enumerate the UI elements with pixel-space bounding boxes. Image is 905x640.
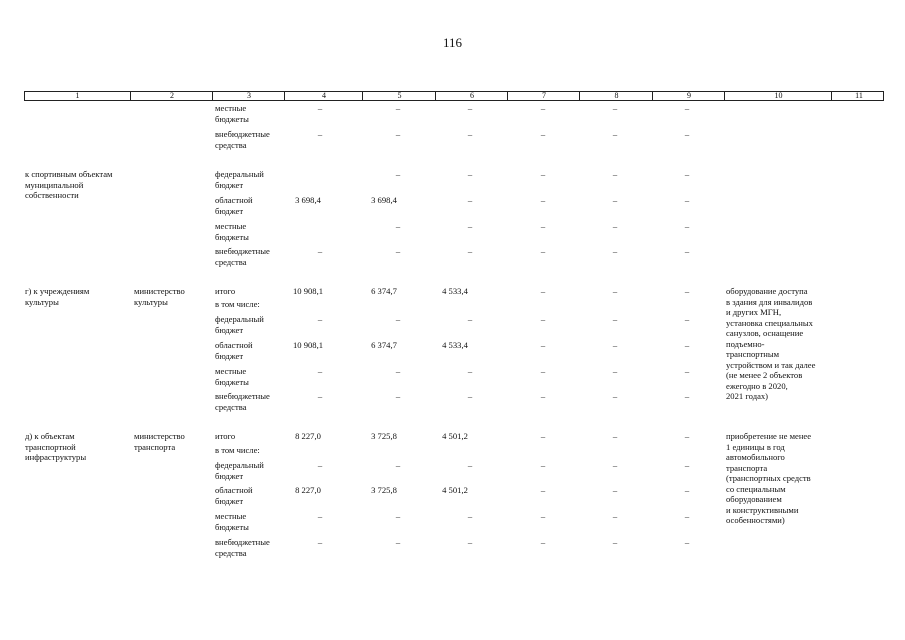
dash-cell: –	[540, 391, 546, 401]
header-col-7: 7	[507, 92, 580, 100]
dash-cell: –	[540, 340, 546, 350]
dash-cell: –	[684, 431, 690, 441]
row-label: областной	[215, 195, 253, 205]
header-col-5: 5	[362, 92, 436, 100]
row-label: местные	[215, 221, 247, 231]
note-text: (не менее 2 объектов	[726, 370, 803, 380]
value-cell: 3 725,8	[371, 431, 397, 441]
dash-cell: –	[684, 485, 690, 495]
section-title: г) к учреждениям	[25, 286, 90, 296]
note-text: оборудованием	[726, 494, 782, 504]
header-col-2: 2	[130, 92, 213, 100]
dash-cell: –	[395, 221, 401, 231]
section-title: культуры	[25, 296, 59, 307]
dash-cell: –	[612, 103, 618, 113]
row-label: бюджет	[215, 350, 244, 361]
ministry-name: транспорта	[134, 441, 176, 452]
dash-cell: –	[395, 537, 401, 547]
dash-cell: –	[612, 460, 618, 470]
dash-cell: –	[317, 511, 323, 521]
note-text: санузлов, оснащение	[726, 328, 804, 338]
dash-cell: –	[467, 169, 473, 179]
page-number: 116	[442, 35, 463, 50]
row-label: областной	[215, 485, 253, 495]
dash-cell: –	[467, 129, 473, 139]
dash-cell: –	[467, 460, 473, 470]
dash-cell: –	[395, 391, 401, 401]
dash-cell: –	[540, 129, 546, 139]
dash-cell: –	[612, 537, 618, 547]
row-label: бюджеты	[215, 113, 249, 124]
dash-cell: –	[684, 129, 690, 139]
dash-cell: –	[317, 391, 323, 401]
row-label: средства	[215, 401, 247, 412]
note-text: приобретение не менее	[726, 431, 812, 441]
dash-cell: –	[467, 314, 473, 324]
dash-cell: –	[540, 246, 546, 256]
value-cell: 3 725,8	[371, 485, 397, 495]
section-title: транспортной	[25, 441, 76, 452]
dash-cell: –	[684, 103, 690, 113]
row-label: федеральный	[215, 460, 264, 470]
dash-cell: –	[395, 103, 401, 113]
dash-cell: –	[612, 221, 618, 231]
dash-cell: –	[612, 246, 618, 256]
header-col-4: 4	[284, 92, 363, 100]
dash-cell: –	[540, 366, 546, 376]
dash-cell: –	[395, 129, 401, 139]
dash-cell: –	[467, 103, 473, 113]
dash-cell: –	[540, 221, 546, 231]
row-label: федеральный	[215, 314, 264, 324]
dash-cell: –	[317, 460, 323, 470]
ministry-name: культуры	[134, 296, 168, 307]
row-label: итого	[215, 431, 236, 441]
row-label: бюджеты	[215, 376, 249, 387]
note-text: (транспортных средств	[726, 473, 811, 483]
dash-cell: –	[612, 485, 618, 495]
dash-cell: –	[540, 537, 546, 547]
dash-cell: –	[467, 221, 473, 231]
note-text: 2021 годах)	[726, 391, 769, 401]
row-label: в том числе:	[215, 299, 260, 309]
dash-cell: –	[612, 286, 618, 296]
value-cell: 3 698,4	[295, 195, 321, 205]
section-title: собственности	[25, 190, 79, 200]
note-text: и других МГН,	[726, 307, 782, 317]
dash-cell: –	[684, 221, 690, 231]
note-text: транспорта	[726, 462, 768, 473]
note-text: устройством и так далее	[726, 359, 816, 370]
row-label: внебюджетные	[215, 391, 270, 401]
dash-cell: –	[395, 366, 401, 376]
dash-cell: –	[612, 195, 618, 205]
dash-cell: –	[395, 169, 401, 179]
value-cell: 4 533,4	[442, 286, 468, 296]
dash-cell: –	[317, 537, 323, 547]
row-label: бюджет	[215, 205, 244, 216]
row-label: бюджеты	[215, 231, 249, 242]
row-label: бюджет	[215, 179, 244, 190]
header-col-8: 8	[579, 92, 653, 100]
dash-cell: –	[540, 485, 546, 495]
note-text: со специальным	[726, 483, 786, 494]
dash-cell: –	[467, 195, 473, 205]
row-label: местные	[215, 103, 247, 113]
note-text: 1 единицы в год	[726, 441, 785, 452]
dash-cell: –	[612, 391, 618, 401]
dash-cell: –	[540, 195, 546, 205]
note-text: автомобильного	[726, 452, 785, 462]
row-label: областной	[215, 340, 253, 350]
value-cell: 10 908,1	[292, 286, 324, 296]
dash-cell: –	[684, 366, 690, 376]
dash-cell: –	[612, 340, 618, 350]
dash-cell: –	[612, 129, 618, 139]
header-col-11: 11	[831, 92, 886, 100]
dash-cell: –	[395, 246, 401, 256]
note-text: и конструктивными	[726, 504, 799, 515]
value-cell: 3 698,4	[371, 195, 397, 205]
dash-cell: –	[684, 314, 690, 324]
section-title: к спортивным объектам	[25, 169, 113, 179]
note-text: особенностями)	[726, 515, 785, 525]
row-label: местные	[215, 366, 247, 376]
dash-cell: –	[684, 391, 690, 401]
dash-cell: –	[467, 246, 473, 256]
dash-cell: –	[684, 195, 690, 205]
dash-cell: –	[467, 511, 473, 521]
note-text: подъемно-	[726, 338, 765, 349]
dash-cell: –	[395, 314, 401, 324]
dash-cell: –	[317, 129, 323, 139]
header-col-9: 9	[652, 92, 725, 100]
dash-cell: –	[612, 511, 618, 521]
ministry-name: министерство	[134, 286, 185, 296]
value-cell: 6 374,7	[371, 286, 397, 296]
dash-cell: –	[540, 314, 546, 324]
dash-cell: –	[684, 460, 690, 470]
dash-cell: –	[317, 314, 323, 324]
dash-cell: –	[395, 511, 401, 521]
dash-cell: –	[612, 366, 618, 376]
dash-cell: –	[467, 366, 473, 376]
header-col-1: 1	[75, 91, 80, 100]
dash-cell: –	[540, 460, 546, 470]
note-text: установка специальных	[726, 317, 813, 328]
value-cell: 4 501,2	[442, 431, 468, 441]
ministry-name: министерство	[134, 431, 185, 441]
section-title: инфраструктуры	[25, 452, 87, 462]
dash-cell: –	[684, 286, 690, 296]
dash-cell: –	[684, 537, 690, 547]
section-title: муниципальной	[25, 179, 84, 190]
table-header-row	[24, 91, 884, 101]
dash-cell: –	[684, 340, 690, 350]
row-label: внебюджетные	[215, 246, 270, 256]
dash-cell: –	[467, 537, 473, 547]
dash-cell: –	[540, 103, 546, 113]
value-cell: 4 533,4	[442, 340, 468, 350]
note-text: транспортным	[726, 349, 780, 359]
row-label: итого	[215, 286, 236, 296]
dash-cell: –	[467, 391, 473, 401]
section-title: д) к объектам	[25, 431, 75, 441]
dash-cell: –	[684, 246, 690, 256]
value-cell: 10 908,1	[292, 340, 324, 350]
row-label: средства	[215, 139, 247, 150]
value-cell: 6 374,7	[371, 340, 397, 350]
dash-cell: –	[684, 169, 690, 179]
dash-cell: –	[540, 169, 546, 179]
dash-cell: –	[612, 314, 618, 324]
row-label: средства	[215, 256, 247, 267]
row-label: бюджет	[215, 324, 244, 335]
dash-cell: –	[684, 511, 690, 521]
header-col-10: 10	[724, 92, 832, 100]
note-text: ежегодно в 2020,	[726, 380, 788, 391]
dash-cell: –	[540, 286, 546, 296]
value-cell: 8 227,0	[295, 431, 321, 441]
row-label: средства	[215, 547, 247, 558]
row-label: внебюджетные	[215, 129, 270, 139]
dash-cell: –	[395, 460, 401, 470]
dash-cell: –	[317, 246, 323, 256]
dash-cell: –	[540, 511, 546, 521]
dash-cell: –	[612, 169, 618, 179]
value-cell: 4 501,2	[442, 485, 468, 495]
note-text: в здания для инвалидов	[726, 296, 813, 307]
row-label: местные	[215, 511, 247, 521]
header-col-6: 6	[435, 92, 508, 100]
row-label: бюджеты	[215, 521, 249, 532]
value-cell: 8 227,0	[295, 485, 321, 495]
note-text: оборудование доступа	[726, 286, 808, 296]
dash-cell: –	[317, 103, 323, 113]
header-col-3: 3	[212, 92, 285, 100]
dash-cell: –	[612, 431, 618, 441]
row-label: федеральный	[215, 169, 264, 179]
dash-cell: –	[317, 366, 323, 376]
row-label: внебюджетные	[215, 537, 270, 547]
dash-cell: –	[540, 431, 546, 441]
row-label: в том числе:	[215, 445, 260, 455]
row-label: бюджет	[215, 495, 244, 506]
row-label: бюджет	[215, 470, 244, 481]
